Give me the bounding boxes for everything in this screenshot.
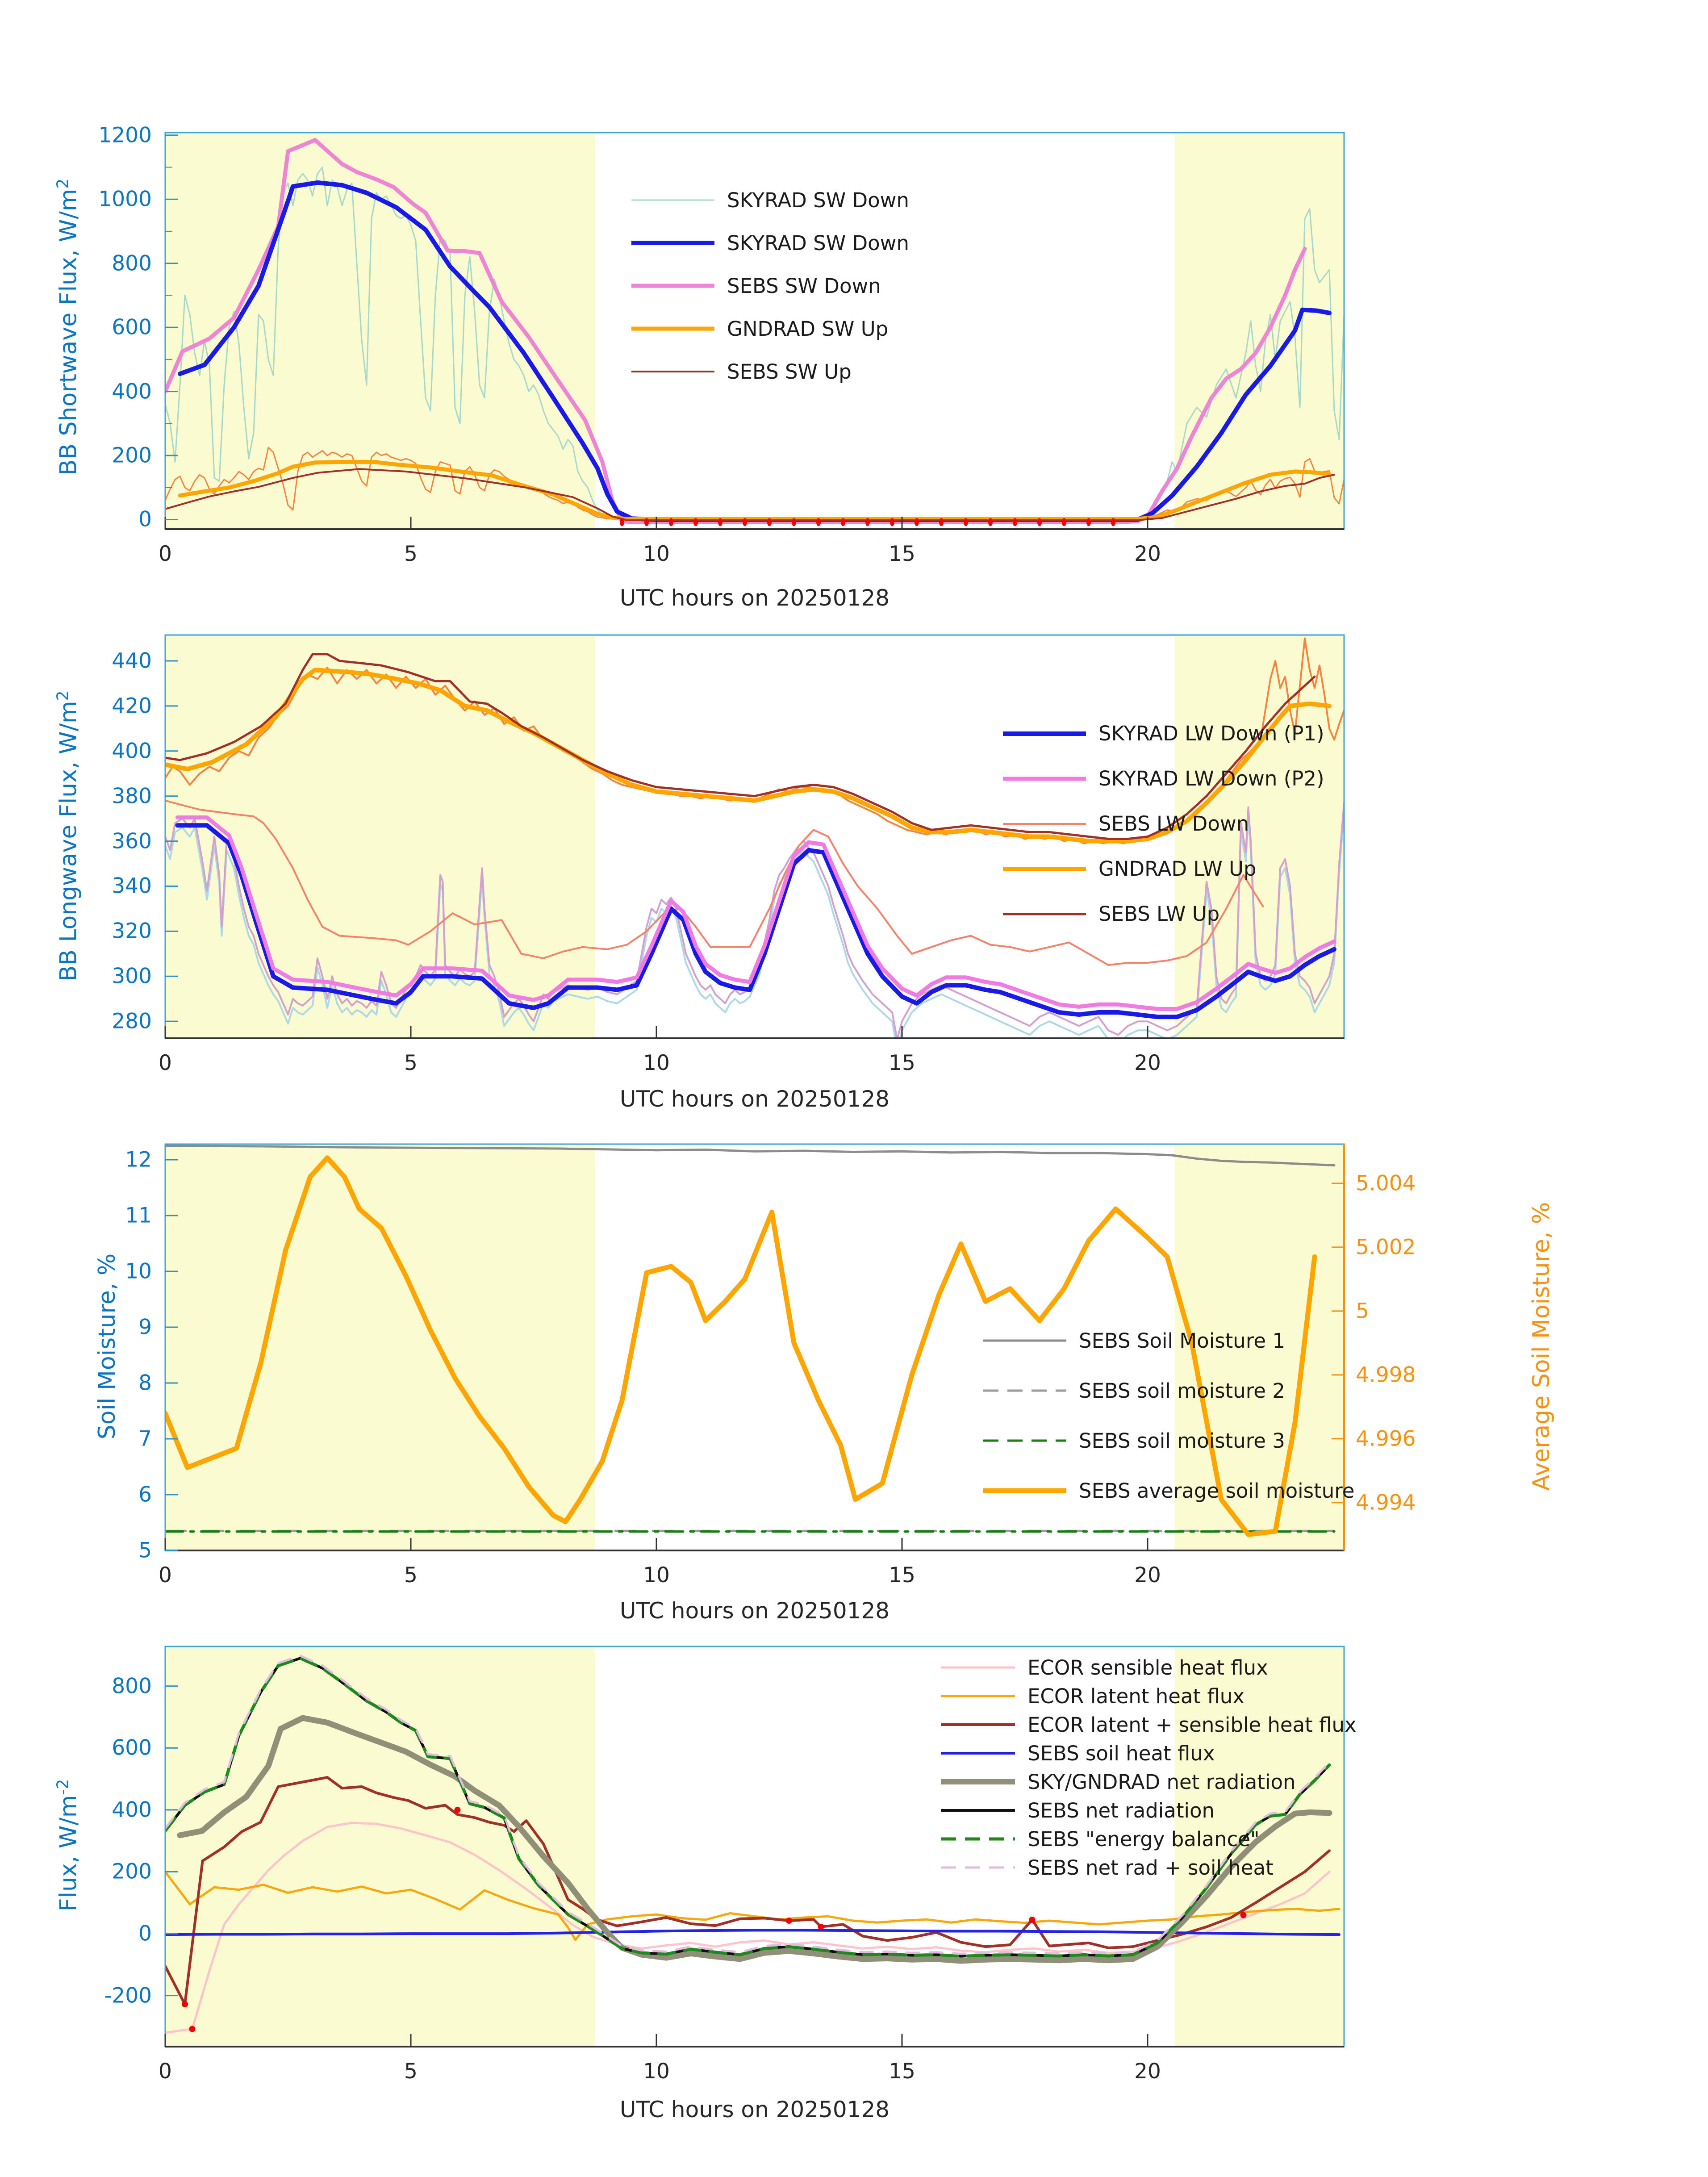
legend-swatch-sebs-lw-up xyxy=(1002,910,1087,918)
marker-flagged-flux-values xyxy=(455,1807,461,1813)
legend-label: GNDRAD LW Up xyxy=(1098,857,1257,881)
legend-label: SEBS net rad + soil heat xyxy=(1027,1855,1274,1880)
marker-flagged-night-values xyxy=(1111,518,1115,526)
plot3-ytick-6: 6 xyxy=(138,1482,152,1507)
legend-entry-sebs-soil-heat-flux xyxy=(940,1739,1357,1768)
legend-swatch-sebs-sw-down xyxy=(631,282,715,290)
plot1-ytick-0: 0 xyxy=(138,507,152,532)
marker-flagged-night-values xyxy=(743,518,747,526)
marker-flagged-night-values xyxy=(915,518,919,526)
plot2-ytick-300: 300 xyxy=(112,964,152,989)
plot3-right-ytick-4.996: 4.996 xyxy=(1356,1426,1416,1451)
plot1-y-axis-label: BB Shortwave Flux, $W/m^2$ xyxy=(54,178,82,476)
plot4-x-axis-label: UTC hours on 20250128 xyxy=(619,2097,890,2123)
legend-entry-gndrad-sw-up xyxy=(631,307,909,350)
legend-label: SEBS "energy balance" xyxy=(1027,1827,1260,1851)
plot2-xtick-20: 20 xyxy=(1134,1051,1161,1075)
plot4-ytick-0: 0 xyxy=(138,1921,152,1946)
legend-swatch-sebs-soil-moisture-1 xyxy=(982,1337,1067,1345)
plot3-ytick-5: 5 xyxy=(138,1538,152,1563)
plot4-xtick-15: 15 xyxy=(889,2059,915,2084)
marker-flagged-night-values xyxy=(1086,518,1091,526)
plot4-legend xyxy=(940,1653,1357,1882)
plot3-ytick-12: 12 xyxy=(125,1147,152,1172)
marker-flagged-night-values xyxy=(816,518,821,526)
legend-label: SEBS average soil moisture xyxy=(1079,1479,1355,1503)
plot1-ytick-1200: 1200 xyxy=(98,123,152,148)
legend-swatch-gndrad-sw-up xyxy=(631,325,715,333)
legend-label: GNDRAD SW Up xyxy=(727,317,889,341)
plot2-xtick-5: 5 xyxy=(404,1051,418,1075)
legend-label: SKYRAD SW Down xyxy=(727,231,910,255)
plot2-xtick-15: 15 xyxy=(889,1051,915,1075)
plot4-ytick-800: 800 xyxy=(112,1674,152,1699)
plot4-ytick-400: 400 xyxy=(112,1797,152,1822)
plot2-ytick-400: 400 xyxy=(112,739,152,764)
legend-entry-ecor-sensible-heat-flux xyxy=(940,1653,1357,1682)
plot1-ytick-200: 200 xyxy=(112,443,152,468)
marker-flagged-flux-values xyxy=(182,2001,188,2007)
plot2-ytick-280: 280 xyxy=(112,1009,152,1034)
plot3-xtick-15: 15 xyxy=(889,1563,915,1588)
plot1-xtick-20: 20 xyxy=(1134,542,1161,566)
legend-swatch-skyrad-lw-down-p2 xyxy=(1002,775,1087,783)
legend-label: SKYRAD SW Down xyxy=(727,188,910,212)
plot1-ytick-600: 600 xyxy=(112,315,152,340)
legend-entry-skyrad-lw-down-p2 xyxy=(1002,756,1324,801)
plot2-x-axis-label: UTC hours on 20250128 xyxy=(619,1086,890,1112)
plot3-ytick-10: 10 xyxy=(125,1259,152,1284)
legend-swatch-sebs-soil-heat-flux xyxy=(940,1749,1016,1757)
marker-flagged-night-values xyxy=(620,518,624,526)
plot4-xtick-20: 20 xyxy=(1134,2059,1161,2084)
plot2-ytick-440: 440 xyxy=(112,648,152,673)
legend-entry-sebs-sw-up xyxy=(631,350,909,393)
legend-label: SKYRAD LW Down (P1) xyxy=(1098,722,1324,745)
plot2-y-axis-label: BB Longwave Flux, $W/m^2$ xyxy=(54,690,82,982)
plot3-ytick-11: 11 xyxy=(125,1203,152,1228)
plot2-ytick-320: 320 xyxy=(112,919,152,944)
marker-flagged-night-values xyxy=(964,518,968,526)
legend-swatch-skyrad-sw-down xyxy=(631,239,715,247)
legend-swatch-sebs-lw-down xyxy=(1002,820,1087,828)
legend-swatch-ecor-sensible-heat-flux xyxy=(940,1663,1016,1671)
plot1-ytick-1000: 1000 xyxy=(98,187,152,212)
plot1-ytick-800: 800 xyxy=(112,251,152,276)
legend-swatch-sky-gndrad-net-radiation xyxy=(940,1778,1016,1786)
legend-entry-sky-gndrad-net-radiation xyxy=(940,1768,1357,1796)
plot3-ytick-9: 9 xyxy=(138,1315,152,1340)
marker-flagged-night-values xyxy=(988,518,993,526)
legend-swatch-skyrad-lw-down-p1 xyxy=(1002,730,1087,738)
plot3-right-ytick-5: 5 xyxy=(1356,1299,1369,1324)
legend-entry-sebs-lw-up xyxy=(1002,891,1324,936)
plot4-xtick-10: 10 xyxy=(643,2059,670,2084)
legend-label: SEBS LW Up xyxy=(1098,902,1220,926)
legend-label: SEBS SW Down xyxy=(727,274,881,298)
legend-swatch-sebs-energy-balance xyxy=(940,1835,1016,1843)
plot2-xtick-0: 0 xyxy=(159,1051,172,1075)
plot1-xtick-15: 15 xyxy=(889,542,915,566)
legend-entry-skyrad-sw-down xyxy=(631,221,909,264)
plot3-ytick-7: 7 xyxy=(138,1426,152,1451)
legend-swatch-sebs-net-rad-soil-heat xyxy=(940,1864,1016,1872)
plot3-y-axis-label: Soil Moisture, % xyxy=(94,1253,121,1440)
legend-swatch-sebs-sw-up xyxy=(631,368,715,376)
legend-label: ECOR latent + sensible heat flux xyxy=(1027,1713,1357,1737)
plot3-right-ytick-4.998: 4.998 xyxy=(1356,1362,1416,1387)
marker-flagged-night-values xyxy=(890,518,894,526)
plot1-ytick-400: 400 xyxy=(112,379,152,404)
plot3-xtick-20: 20 xyxy=(1134,1563,1161,1588)
marker-flagged-flux-values xyxy=(189,2026,196,2032)
marker-flagged-night-values xyxy=(767,518,772,526)
legend-label: SEBS soil heat flux xyxy=(1027,1741,1215,1765)
marker-flagged-night-values xyxy=(644,518,649,526)
legend-entry-sebs-sw-down xyxy=(631,264,909,307)
legend-label: SKYRAD LW Down (P2) xyxy=(1098,767,1324,790)
plot3-xtick-5: 5 xyxy=(404,1563,418,1588)
plot3-right-ytick-5.004: 5.004 xyxy=(1356,1171,1416,1196)
plot2-ytick-360: 360 xyxy=(112,829,152,854)
legend-swatch-sebs-net-radiation xyxy=(940,1806,1016,1814)
plot1-xtick-5: 5 xyxy=(404,542,418,566)
legend-swatch-sebs-average-soil-moisture xyxy=(982,1487,1067,1495)
legend-entry-sebs-soil-moisture-2 xyxy=(982,1366,1354,1416)
plot1-x-axis-label: UTC hours on 20250128 xyxy=(619,585,890,611)
legend-label: SEBS LW Down xyxy=(1098,812,1249,836)
plot1-xtick-0: 0 xyxy=(159,542,172,566)
plot3-right-ytick-4.994: 4.994 xyxy=(1356,1490,1416,1515)
legend-entry-skyrad-lw-down-p1 xyxy=(1002,711,1324,756)
marker-flagged-night-values xyxy=(693,518,698,526)
legend-swatch-ecor-latent-heat-flux xyxy=(940,1692,1016,1700)
legend-swatch-sebs-soil-moisture-3 xyxy=(982,1437,1067,1445)
legend-entry-sebs-soil-moisture-1 xyxy=(982,1316,1354,1366)
legend-label: SEBS soil moisture 3 xyxy=(1079,1429,1285,1453)
plot3-x-axis-label: UTC hours on 20250128 xyxy=(619,1598,890,1624)
marker-flagged-night-values xyxy=(1037,518,1042,526)
plot4-ytick--200: -200 xyxy=(104,1983,152,2008)
legend-label: SEBS Soil Moisture 1 xyxy=(1079,1329,1285,1353)
legend-entry-gndrad-lw-up xyxy=(1002,846,1324,891)
marker-flagged-flux-values xyxy=(1029,1917,1036,1923)
plot2-ytick-420: 420 xyxy=(112,694,152,719)
legend-label: SKY/GNDRAD net radiation xyxy=(1027,1770,1296,1794)
legend-swatch-gndrad-lw-up xyxy=(1002,865,1087,873)
legend-swatch-ecor-latent-sensible-heat-flux xyxy=(940,1721,1016,1729)
legend-entry-ecor-latent-sensible-heat-flux xyxy=(940,1710,1357,1739)
plot3-legend xyxy=(982,1316,1354,1516)
legend-label: ECOR sensible heat flux xyxy=(1027,1655,1268,1680)
plot4-xtick-5: 5 xyxy=(404,2059,418,2084)
legend-entry-ecor-latent-heat-flux xyxy=(940,1682,1357,1710)
plot3-ytick-8: 8 xyxy=(138,1371,152,1396)
marker-flagged-night-values xyxy=(718,518,722,526)
marker-flagged-night-values xyxy=(841,518,845,526)
plot3-right-ytick-5.002: 5.002 xyxy=(1356,1235,1416,1260)
legend-swatch-skyrad-sw-down-raw xyxy=(631,196,715,204)
marker-flagged-flux-values xyxy=(818,1924,824,1930)
plot3-right-y-axis-label: Average Soil Moisture, % xyxy=(1528,1202,1555,1491)
plot1-xtick-10: 10 xyxy=(643,542,670,566)
legend-entry-sebs-soil-moisture-3 xyxy=(982,1416,1354,1466)
plot2-xtick-10: 10 xyxy=(643,1051,670,1075)
marker-flagged-flux-values xyxy=(1240,1912,1247,1918)
marker-flagged-night-values xyxy=(669,518,673,526)
legend-entry-sebs-energy-balance xyxy=(940,1825,1357,1853)
plot4-xtick-0: 0 xyxy=(159,2059,172,2084)
plot4-y-axis-label: Flux, $W/m^{-2}$ xyxy=(54,1779,82,1912)
marker-flagged-night-values xyxy=(1013,518,1017,526)
plot2-ytick-340: 340 xyxy=(112,873,152,898)
marker-flagged-night-values xyxy=(792,518,796,526)
marker-flagged-night-values xyxy=(865,518,870,526)
legend-label: ECOR latent heat flux xyxy=(1027,1684,1244,1708)
plot4-ytick-200: 200 xyxy=(112,1859,152,1884)
legend-entry-sebs-net-rad-soil-heat xyxy=(940,1853,1357,1882)
daylight-band xyxy=(1175,133,1345,529)
legend-entry-sebs-lw-down xyxy=(1002,801,1324,846)
marker-flagged-flux-values xyxy=(786,1918,792,1924)
marker-flagged-night-values xyxy=(1062,518,1066,526)
plot3-xtick-0: 0 xyxy=(159,1563,172,1588)
legend-label: SEBS SW Up xyxy=(727,359,852,384)
plot2-legend xyxy=(1002,711,1324,936)
plot2-ytick-380: 380 xyxy=(112,784,152,809)
legend-entry-skyrad-sw-down xyxy=(631,179,909,221)
legend-label: SEBS net radiation xyxy=(1027,1798,1215,1822)
legend-entry-sebs-net-radiation xyxy=(940,1796,1357,1825)
legend-entry-sebs-average-soil-moisture xyxy=(982,1466,1354,1516)
plot1-legend xyxy=(631,179,909,393)
legend-label: SEBS soil moisture 2 xyxy=(1079,1379,1285,1403)
plot4-ytick-600: 600 xyxy=(112,1735,152,1760)
legend-swatch-sebs-soil-moisture-2 xyxy=(982,1387,1067,1395)
plot3-xtick-10: 10 xyxy=(643,1563,670,1588)
marker-flagged-night-values xyxy=(939,518,944,526)
